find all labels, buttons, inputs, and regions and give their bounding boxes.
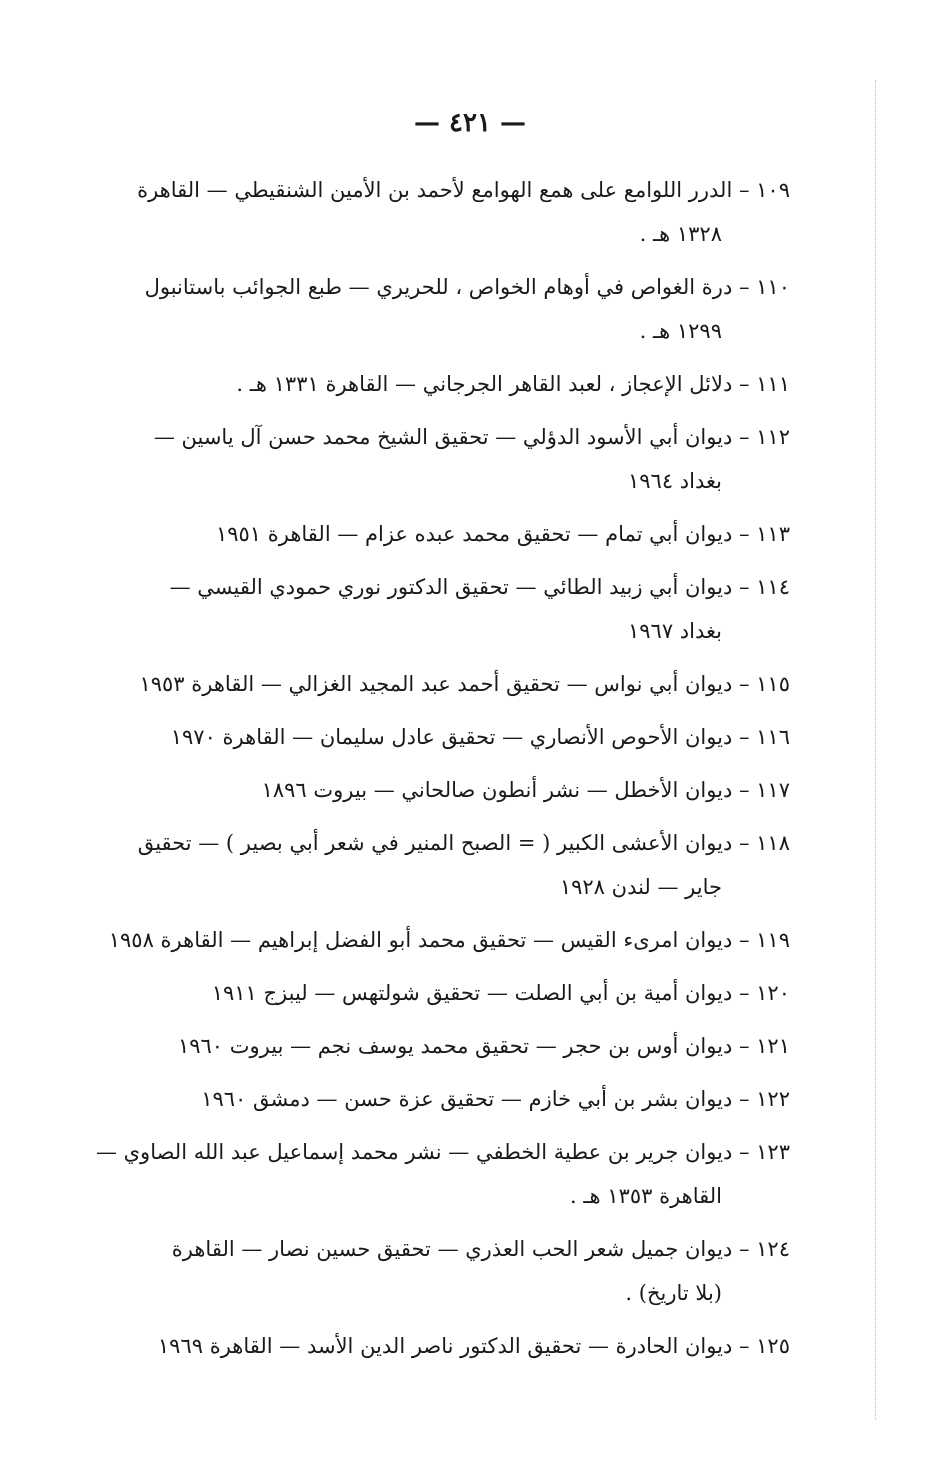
bibliography-entry-112 [100,415,790,503]
entry-line: ١٢٥ – ديوان الحادرة — تحقيق الدكتور ناصر الدين الأسد — القاهرة ١٩٦٩ [157,1334,790,1358]
bibliography-entry-122 [100,1077,790,1121]
entry-line: ١١٩ – ديوان امرىء القيس — تحقيق محمد أبو الفضل إبراهيم — القاهرة ١٩٥٨ [108,928,790,952]
bibliography-entry-123 [95,1130,790,1218]
entry-line: ١٠٩ – الدرر اللوامع على همع الهوامع لأحمد بن الأمين الشنقيطي — القاهرة [137,178,790,202]
entry-line: ١١٤ – ديوان أبي زبيد الطائي — تحقيق الدكتور نوري حمودي القيسي — [169,575,790,599]
entry-line: ١١٥ – ديوان أبي نواس — تحقيق أحمد عبد المجيد الغزالي — القاهرة ١٩٥٣ [139,672,790,696]
bibliography-entry-121 [100,1024,790,1068]
bibliography-entry-117 [100,768,790,812]
bibliography-entry-120 [100,971,790,1015]
entry-continuation: بغداد ١٩٦٤ [628,469,722,493]
bibliography-entry-118 [100,821,790,909]
entry-line: ١١١ – دلائل الإعجاز ، لعبد القاهر الجرجاني — القاهرة ١٣٣١ هـ . [236,372,790,396]
bibliography-entry-110 [100,265,790,353]
entry-continuation: جاير — لندن ١٩٢٨ [559,875,722,899]
entry-line: ١٢١ – ديوان أوس بن حجر — تحقيق محمد يوسف نجم — بيروت ١٩٦٠ [177,1034,790,1058]
page-edge-mark [874,80,876,1420]
entry-line: ١١٠ – درة الغواص في أوهام الخواص ، للحريري — طبع الجوائب باستانبول [144,275,790,299]
bibliography-entry-113 [100,512,790,556]
page-number: — ٤٢١ — [413,108,527,138]
entry-continuation: ١٣٢٨ هـ . [639,222,722,246]
entry-continuation: بغداد ١٩٦٧ [628,619,722,643]
bibliography-list [95,168,790,1377]
entry-line: ١٢٠ – ديوان أمية بن أبي الصلت — تحقيق شولتهس — ليبزج ١٩١١ [211,981,790,1005]
entry-line: ١٢٢ – ديوان بشر بن أبي خازم — تحقيق عزة حسن — دمشق ١٩٦٠ [201,1087,790,1111]
entry-line: ١١٣ – ديوان أبي تمام — تحقيق محمد عبده عزام — القاهرة ١٩٥١ [215,522,790,546]
entry-line: ١٢٤ – ديوان جميل شعر الحب العذري — تحقيق حسين نصار — القاهرة [171,1237,790,1261]
entry-continuation: القاهرة ١٣٥٣ هـ . [570,1184,722,1208]
bibliography-entry-114 [100,565,790,653]
bibliography-entry-119 [100,918,790,962]
entry-line: ١١٦ – ديوان الأحوص الأنصاري — تحقيق عادل سليمان — القاهرة ١٩٧٠ [170,725,790,749]
bibliography-entry-111 [100,362,790,406]
bibliography-entry-116 [100,715,790,759]
bibliography-entry-124 [100,1227,790,1315]
entry-line: ١٢٣ – ديوان جرير بن عطية الخطفي — نشر محمد إسماعيل عبد الله الصاوي — [95,1140,790,1164]
entry-continuation: (بلا تاريخ) . [625,1281,722,1305]
entry-line: ١١٨ – ديوان الأعشى الكبير ( = الصبح المنير في شعر أبي بصير ) — تحقيق [137,831,790,855]
entry-continuation: ١٢٩٩ هـ . [639,319,722,343]
entry-line: ١١٧ – ديوان الأخطل — نشر أنطون صالحاني — بيروت ١٨٩٦ [261,778,790,802]
bibliography-entry-115 [100,662,790,706]
bibliography-entry-125 [100,1324,790,1368]
bibliography-entry-109 [100,168,790,256]
entry-line: ١١٢ – ديوان أبي الأسود الدؤلي — تحقيق الشيخ محمد حسن آل ياسين — [153,425,790,449]
